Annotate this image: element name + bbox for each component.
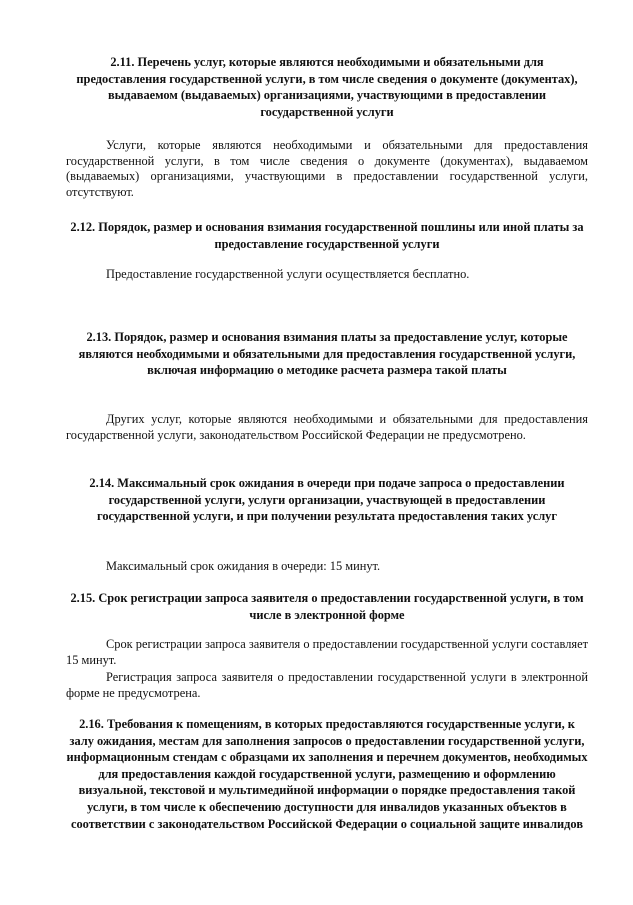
section-2-15-paragraph-1: Срок регистрации запроса заявителя о предоставлении государственной услуги составляет 15 минут. <box>66 637 588 667</box>
section-2-13-heading: 2.13. Порядок, размер и основания взимания платы за предоставление услуг, которые являются необходимыми и обязательными для предоставления государственной услуги, включая информацию о методике расчета размера такой платы <box>78 330 576 378</box>
section-2-15-heading: 2.15. Срок регистрации запроса заявителя о предоставлении государственной услуги, в том числе в электронной форме <box>70 591 584 622</box>
section-2-16-heading: 2.16. Требования к помещениям, в которых предоставляются государственные услуги, к залу ожидания, местам для заполнения запросов о предоставлении государственной услуги, информационным стендам с образцами их заполнения и перечнем документов, необходимых для предоставления каждой государственной услуги, размещению и оформлению визуальной, текстовой и мультимедийной информации о порядке предоставления такой услуги, в том числе к обеспечению доступности для инвалидов указанных объектов в соответствии с законодательством Российской Федерации о социальной защите инвалидов <box>66 717 588 831</box>
section-2-11-heading: 2.11. Перечень услуг, которые являются необходимыми и обязательными для предоставления государственной услуги, в том числе сведения о документе (документах), выдаваемом (выдаваемых) организациями, участвующими в предоставлении государственной услуги <box>76 55 578 119</box>
section-2-12-heading: 2.12. Порядок, размер и основания взимания государственной пошлины или иной платы за предоставление государственной услуги <box>70 220 584 251</box>
section-2-11-paragraph: Услуги, которые являются необходимыми и обязательными для предоставления государственной услуги, в том числе сведения о документе (документах), выдаваемом (выдаваемых) организациями, участвующими в предоставлении государственной услуги, отсутствуют. <box>66 138 588 199</box>
section-2-14-heading: 2.14. Максимальный срок ожидания в очереди при подаче запроса о предоставлении государственной услуги, услуги организации, участвующей в предоставлении государственной услуги, и при получении результата предоставления таких услуг <box>89 476 565 524</box>
section-2-13-paragraph: Других услуг, которые являются необходимыми и обязательными для предоставления государственной услуги, законодательством Российской Федерации не предусмотрено. <box>66 412 588 442</box>
section-2-12-paragraph: Предоставление государственной услуги осуществляется бесплатно. <box>106 267 470 281</box>
section-2-15-paragraph-2: Регистрация запроса заявителя о предоставлении государственной услуги в электронной форме не предусмотрена. <box>66 670 588 700</box>
section-2-14-paragraph: Максимальный срок ожидания в очереди: 15 минут. <box>106 559 381 573</box>
